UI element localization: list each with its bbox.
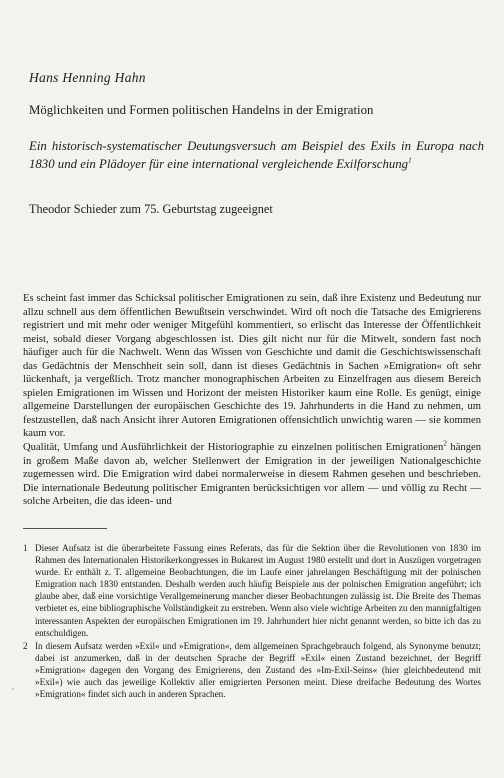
- footnote-number: 2: [23, 640, 28, 651]
- footnote: [23, 640, 481, 700]
- footnote-divider: [23, 528, 107, 529]
- margin-mark: ,: [12, 682, 14, 691]
- dedication: Theodor Schieder zum 75. Geburtstag zugeeignet: [29, 202, 273, 216]
- footnote-ref-1: 1: [408, 156, 412, 165]
- footnote: [23, 542, 481, 639]
- footnote-text: In diesem Aufsatz werden »Exil« und »Emigration«, dem allgemeinen Sprachgebrauch folgend, als Synonyme benutzt; dabei ist anzumerken, daß in der deutschen Sprache der Begriff »Exil« einen Zustand bezeichnet, der Begriff »Emigration« dagegen den Vorgang des Emigrierens, den Zustand des »Im-Exil-Seins« (hier gleichbedeutend mit »Exil«) wie auch das jeweilige Kollektiv aller emigrierten Personen meint. Diese dreifache Bedeutung des Wortes »Emigration« findet sich auch in anderen Sprachen.: [35, 640, 481, 700]
- subtitle-text: Ein historisch-systematischer Deutungsversuch am Beispiel des Exils in Europa nach 1830 und ein Plädoyer für eine international vergleichende Exilforschung: [29, 139, 484, 171]
- paragraph-2: [23, 441, 481, 509]
- author-name: Hans Henning Hahn: [29, 70, 146, 85]
- article-subtitle: [29, 137, 484, 173]
- footnote-number: 1: [23, 543, 28, 553]
- footnote-ref-2: 2: [443, 439, 447, 448]
- paragraph-2-rest: hängen in großem Maße davon ab, welcher Stellenwert der Emigration in der jeweiligen Nationalgeschichte zugemessen wird. Die Emigration wird dabei normalerweise in diesem Rahmen gesehen und beschrieben. Die internationale Bedeutung politischer Emigranten berücksichtigen vor allem — und völlig zu Recht — solche Arbeiten, die das ideen- und: [23, 442, 481, 508]
- footnote-text: Dieser Aufsatz ist die überarbeitete Fassung eines Referats, das für die Sektion über die Revolutionen von 1830 im Rahmen des Internationalen Historikerkongresses in Bukarest im August 1980 erstellt und dort in Auszügen vorgetragen wurde. Er enthält z. T. allgemeine Beobachtungen, die im Laufe einer jahrelangen Beschäftigung mit der polnischen Emigration nach 1830 entstanden. Deshalb werden auch häufig Beispiele aus der polnischen Emigration angeführt; ich glaube aber, daß eine vorsichtige Verallgemeinerung mancher dieser Beobachtungen zulässig ist. Die Breite des Themas verbietet es, eine bibliographische Vollständigkeit zu erstreben. Wenn also viele wichtige Arbeiten zu den mannigfaltigen interessanten Aspekten der europäischen Emigrationen im 19. Jahrhundert hier nicht genannt werden, so bitte ich das zu entschuldigen.: [35, 543, 481, 638]
- body-text: [23, 292, 481, 509]
- footnotes: [23, 542, 481, 701]
- paragraph-2-start: Qualität, Umfang und Ausführlichkeit der Historiographie zu einzelnen politischen Emigrationen: [23, 442, 444, 454]
- paragraph-1: Es scheint fast immer das Schicksal politischer Emigrationen zu sein, daß ihre Existenz und Bedeutung nur allzu schnell aus dem öffentlichen Bewußtsein verschwindet. Wird oft noch die Tatsache des Emigrierens registriert und mit mehr oder weniger Mitgefühl kommentiert, so erlischt das Interesse der Öffentlichkeit meist, sobald dieser Vorgang abgeschlossen ist. Dies gilt nicht nur für die Mitwelt, sondern fast noch häufiger auch für die Nachwelt. Wenn das Wissen von Geschichte und damit die Geschichtswissenschaft das Gedächtnis der Menschheit sein soll, dann ist dieses Gedächtnis in Sachen »Emigration« oft sehr lückenhaft, ja vergeßlich. Trotz mancher monographischen Arbeiten zu Einzelfragen aus diesem Bereich spielen Emigrationen im Wissen und Horizont der meisten Historiker kaum eine Rolle. Es genügt, einige allgemeine Darstellungen der europäischen Geschichte des 19. Jahrhunderts in die Hand zu nehmen, um festzustellen, daß nach Ansicht ihrer Autoren Emigrationen offensichtlich unwichtig waren — sie kommen kaum vor.: [23, 293, 481, 440]
- article-title: Möglichkeiten und Formen politischen Handelns in der Emigration: [29, 103, 374, 117]
